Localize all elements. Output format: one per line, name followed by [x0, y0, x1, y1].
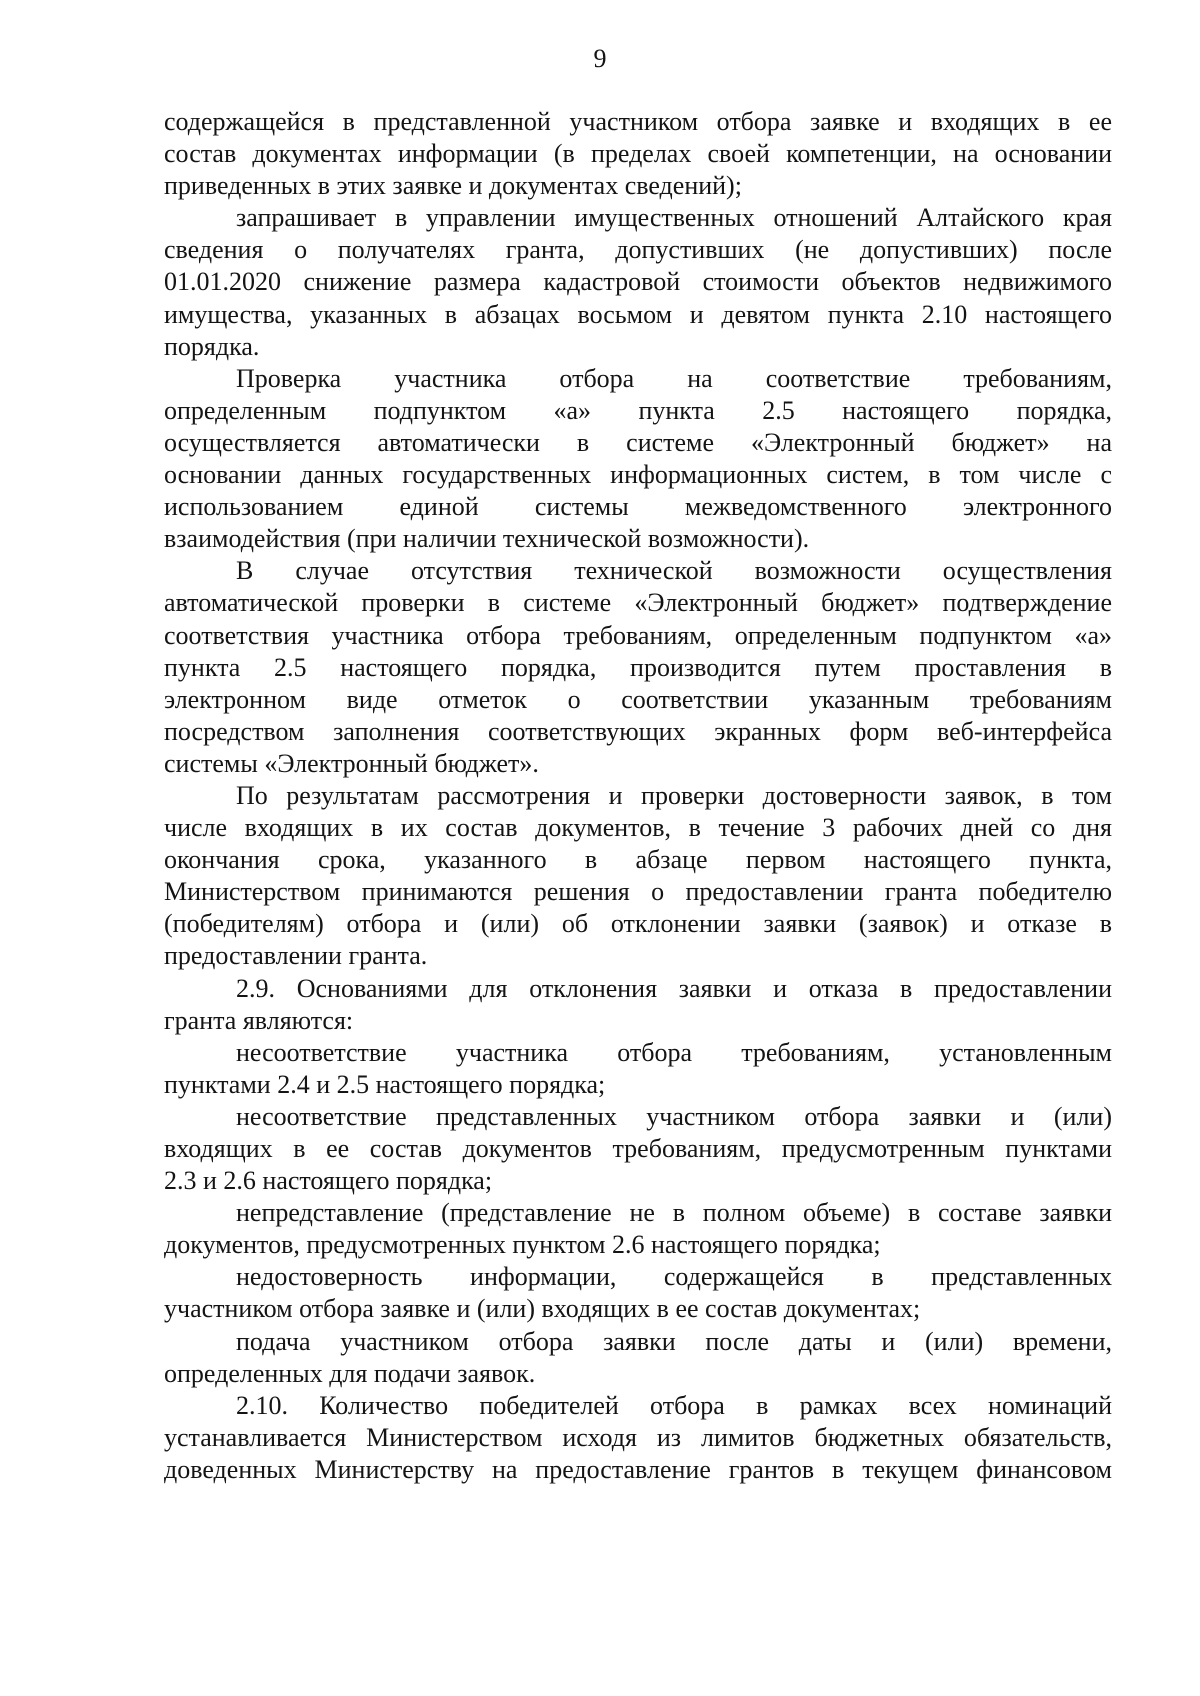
- text-line: автоматической проверки в системе «Электронный бюджет» подтверждение: [164, 588, 1112, 618]
- text-line: документов, предусмотренных пунктом 2.6 настоящего порядка;: [164, 1230, 881, 1260]
- text-line: приведенных в этих заявке и документах сведений);: [164, 171, 742, 201]
- text-line: доведенных Министерству на предоставление грантов в текущем финансовом: [164, 1454, 1112, 1484]
- text-line: системы «Электронный бюджет».: [164, 748, 539, 778]
- text-line: 01.01.2020 снижение размера кадастровой стоимости объектов недвижимого: [164, 267, 1112, 297]
- text-line: устанавливается Министерством исходя из лимитов бюджетных обязательств,: [164, 1422, 1112, 1452]
- text-line: взаимодействия (при наличии технической возможности).: [164, 524, 810, 554]
- text-line: подача участником отбора заявки после даты и (или) времени,: [236, 1326, 1112, 1356]
- text-line: осуществляется автоматически в системе «Электронный бюджет» на: [164, 427, 1112, 457]
- text-line: содержащейся в представленной участником отбора заявке и входящих в ее: [164, 107, 1112, 136]
- text-line: сведения о получателях гранта, допустивших (не допустивших) после: [164, 235, 1112, 265]
- text-line: Проверка участника отбора на соответствие требованиям,: [236, 363, 1112, 393]
- text-line: имущества, указанных в абзацах восьмом и девятом пункта 2.10 настоящего: [164, 299, 1112, 329]
- text-line: непредставление (представление не в полном объеме) в составе заявки: [236, 1198, 1112, 1228]
- text-line: основании данных государственных информационных систем, в том числе с: [164, 460, 1112, 490]
- text-line: использованием единой системы межведомственного электронного: [164, 492, 1112, 522]
- text-line: Министерством принимаются решения о предоставлении гранта победителю: [164, 877, 1112, 907]
- text-line: несоответствие представленных участником отбора заявки и (или): [236, 1101, 1112, 1131]
- text-line: несоответствие участника отбора требованиям, установленным: [236, 1037, 1112, 1067]
- text-line: (победителям) отбора и (или) об отклонении заявки (заявок) и отказе в: [164, 909, 1112, 939]
- text-line: пункта 2.5 настоящего порядка, производится путем проставления в: [164, 652, 1112, 682]
- text-line: По результатам рассмотрения и проверки достоверности заявок, в том: [236, 780, 1112, 810]
- text-line: предоставлении гранта.: [164, 941, 428, 971]
- text-line: определенным подпунктом «а» пункта 2.5 настоящего порядка,: [164, 395, 1112, 425]
- text-line: электронном виде отметок о соответствии указанным требованиям: [164, 684, 1112, 714]
- text-line: 2.10. Количество победителей отбора в рамках всех номинаций: [236, 1390, 1112, 1420]
- text-line: порядка.: [164, 331, 260, 361]
- text-line: 2.3 и 2.6 настоящего порядка;: [164, 1166, 493, 1196]
- text-line: недостоверность информации, содержащейся в представленных: [236, 1262, 1112, 1292]
- text-line: числе входящих в их состав документов, в течение 3 рабочих дней со дня: [164, 813, 1112, 843]
- text-line: окончания срока, указанного в абзаце первом настоящего пункта,: [164, 845, 1112, 875]
- text-line: посредством заполнения соответствующих экранных форм веб-интерфейса: [164, 716, 1112, 746]
- text-line: входящих в ее состав документов требованиям, предусмотренным пунктами: [164, 1134, 1112, 1163]
- text-line: состав документах информации (в пределах своей компетенции, на основании: [164, 139, 1112, 169]
- text-line: 2.9. Основаниями для отклонения заявки и отказа в предоставлении: [236, 973, 1112, 1003]
- text-line: гранта являются:: [164, 1005, 354, 1035]
- page-number: 9: [593, 44, 607, 73]
- document-body: [164, 106, 1112, 1486]
- text-line: пунктами 2.4 и 2.5 настоящего порядка;: [164, 1069, 606, 1099]
- text-line: В случае отсутствия технической возможности осуществления: [236, 556, 1112, 586]
- text-line: запрашивает в управлении имущественных отношений Алтайского края: [236, 203, 1112, 233]
- text-line: определенных для подачи заявок.: [164, 1358, 536, 1388]
- text-line: участником отбора заявке и (или) входящих в ее состав документах;: [164, 1294, 921, 1324]
- text-line: соответствия участника отбора требованиям, определенным подпунктом «а»: [164, 620, 1112, 650]
